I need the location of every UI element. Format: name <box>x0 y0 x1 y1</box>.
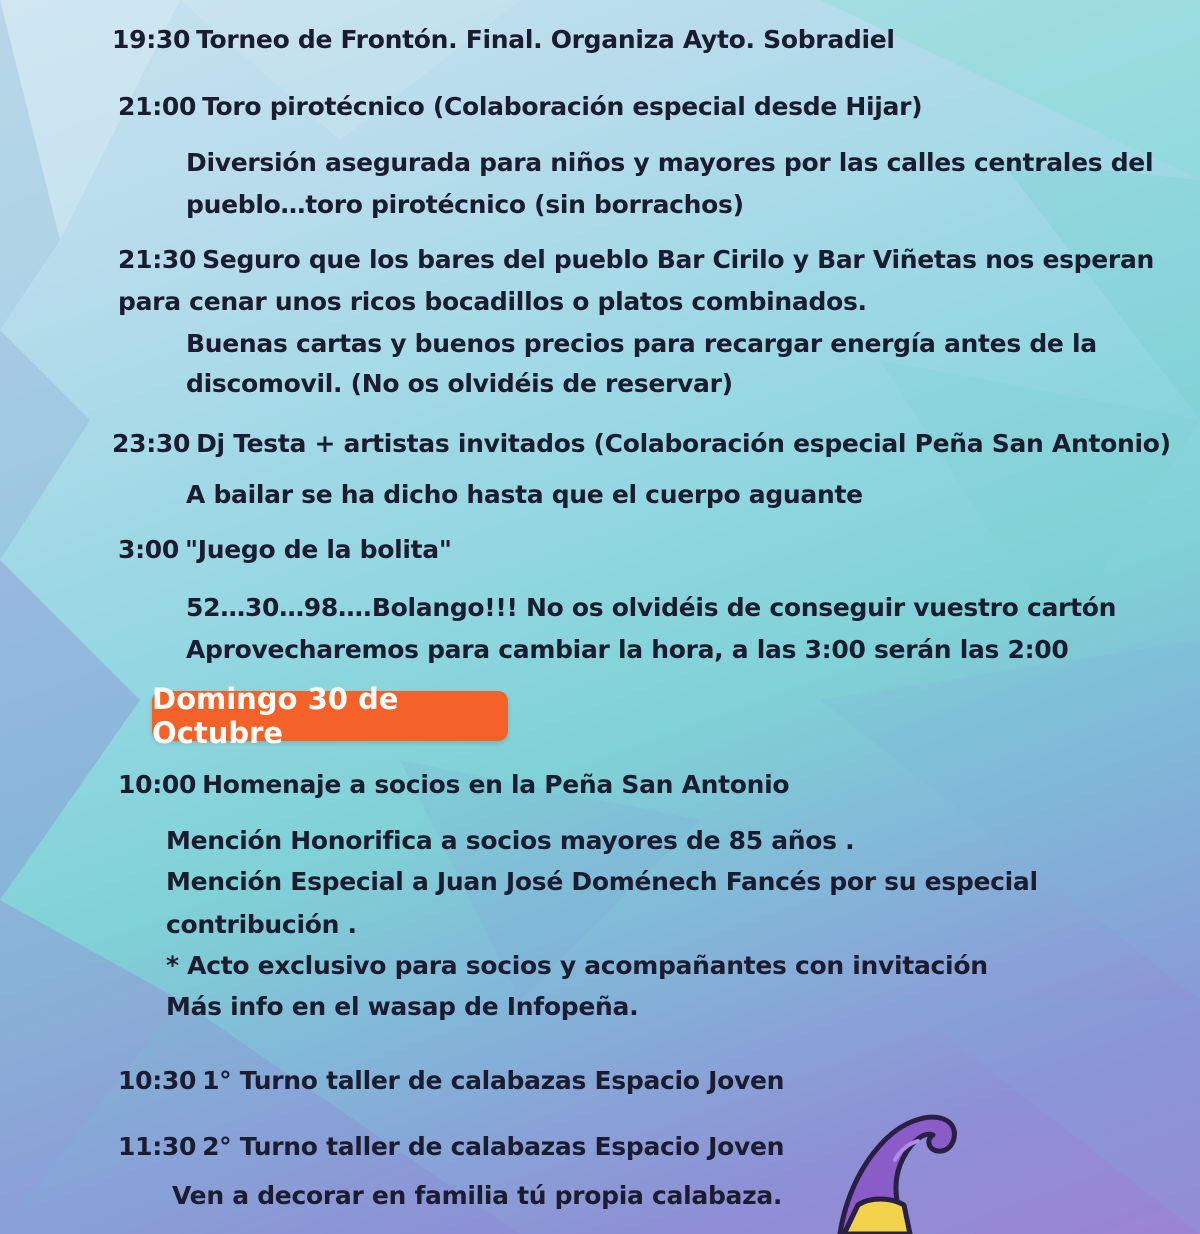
event-time: 23:30 <box>112 429 191 458</box>
event-note: * Acto exclusivo para socios y acompañantes con invitación <box>166 951 988 980</box>
event-time: 3:00 <box>118 535 179 564</box>
event-time: 21:30 <box>118 245 197 274</box>
event-description: Buenas cartas y buenos precios para recargar energía antes de la <box>186 329 1097 358</box>
event-title: 1° Turno taller de calabazas Espacio Joven <box>202 1066 785 1095</box>
event-description: para cenar unos ricos bocadillos o platos combinados. <box>118 287 867 316</box>
event-time: 10:30 <box>118 1066 197 1095</box>
schedule-item-2100 <box>118 92 922 121</box>
event-description: A bailar se ha dicho hasta que el cuerpo aguante <box>186 480 863 509</box>
event-description: Mención Especial a Juan José Doménech Fancés por su especial <box>166 867 1038 896</box>
schedule-item-1930 <box>112 25 895 54</box>
event-title: Homenaje a socios en la Peña San Antonio <box>202 770 790 799</box>
day-banner-sunday: Domingo 30 de Octubre <box>152 691 508 741</box>
event-title: Toro pirotécnico (Colaboración especial desde Hijar) <box>202 92 923 121</box>
event-time: 11:30 <box>118 1132 197 1161</box>
event-time: 10:00 <box>118 770 197 799</box>
event-title: 2° Turno taller de calabazas Espacio Joven <box>202 1132 785 1161</box>
schedule-item-1030 <box>118 1066 784 1095</box>
event-title: Torneo de Frontón. Final. Organiza Ayto. Sobradiel <box>196 25 895 54</box>
event-description: contribución . <box>166 910 357 939</box>
event-description: Aprovecharemos para cambiar la hora, a las 3:00 serán las 2:00 <box>186 635 1069 664</box>
schedule-item-1000 <box>118 770 789 799</box>
schedule-item-0300 <box>118 535 452 564</box>
event-title: Seguro que los bares del pueblo Bar Cirilo y Bar Viñetas nos esperan <box>202 245 1155 274</box>
event-title: "Juego de la bolita" <box>184 535 452 564</box>
event-time: 19:30 <box>112 25 191 54</box>
event-description: Mención Honorifica a socios mayores de 85 años . <box>166 826 855 855</box>
event-title: Dj Testa + artistas invitados (Colaboración especial Peña San Antonio) <box>196 429 1171 458</box>
event-description: 52…30…98….Bolango!!! No os olvidéis de conseguir vuestro cartón <box>186 593 1117 622</box>
event-time: 21:00 <box>118 92 197 121</box>
witch-hat-icon <box>800 1105 970 1234</box>
event-description: Diversión asegurada para niños y mayores por las calles centrales del <box>186 148 1154 177</box>
schedule-item-2330 <box>112 429 1171 458</box>
event-description: discomovil. (No os olvidéis de reservar) <box>186 369 733 398</box>
event-description: Más info en el wasap de Infopeña. <box>166 992 639 1021</box>
schedule-item-2130 <box>118 245 1154 274</box>
schedule-item-1130 <box>118 1132 784 1161</box>
event-description: pueblo…toro pirotécnico (sin borrachos) <box>186 190 744 219</box>
event-description: Ven a decorar en familia tú propia calabaza. <box>172 1181 783 1210</box>
